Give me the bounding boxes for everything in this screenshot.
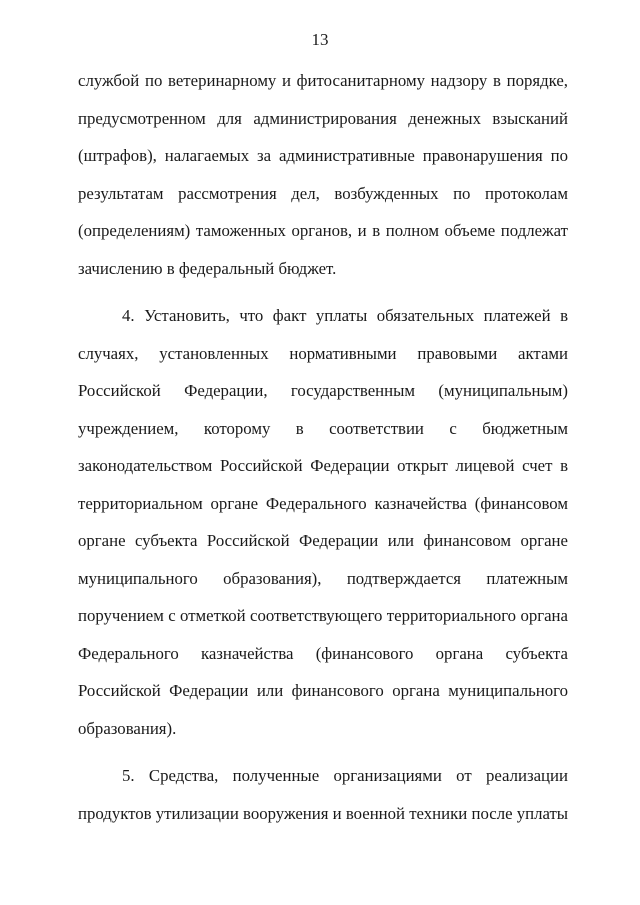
text-line: муниципального образования), подтверждается платежным [78, 568, 568, 588]
text-line: предусмотренном для администрирования денежных взысканий [78, 108, 568, 128]
text-line: случаях, установленных нормативными правовыми актами [78, 343, 568, 363]
text-line: зачислению в федеральный бюджет. [78, 258, 337, 278]
text-line: (определениям) таможенных органов, и в полном объеме подлежат [78, 221, 568, 240]
text-line: Федерального казначейства (финансового органа субъекта [78, 643, 568, 663]
text-line: продуктов утилизации вооружения и военной техники после уплаты [78, 803, 569, 823]
page-number: 13 [311, 30, 329, 49]
text-line: учреждением, которому в соответствии с бюджетным [78, 418, 568, 438]
text-line: (штрафов), налагаемых за административные правонарушения по [78, 146, 568, 165]
text-line: территориальном органе Федерального казначейства (финансовом [78, 493, 568, 513]
text-line: образования). [78, 718, 177, 738]
text-line: органе субъекта Российской Федерации или финансовом органе [78, 531, 568, 550]
document-body [78, 62, 568, 832]
text-line: Российской Федерации или финансового органа муниципального [78, 681, 568, 700]
text-line: службой по ветеринарному и фитосанитарному надзору в порядке, [78, 71, 568, 90]
text-line: законодательством Российской Федерации открыт лицевой счет в [78, 456, 568, 475]
text-line: Российской Федерации, государственным (муниципальным) [78, 381, 568, 400]
paragraph-5-first-line: 5. Средства, полученные организациями от реализации [122, 766, 568, 785]
text-line: поручением с отметкой соответствующего территориального органа [78, 606, 568, 625]
paragraph-4-first-line: 4. Установить, что факт уплаты обязательных платежей в [122, 306, 568, 325]
text-line: результатам рассмотрения дел, возбужденных по протоколам [78, 183, 568, 203]
